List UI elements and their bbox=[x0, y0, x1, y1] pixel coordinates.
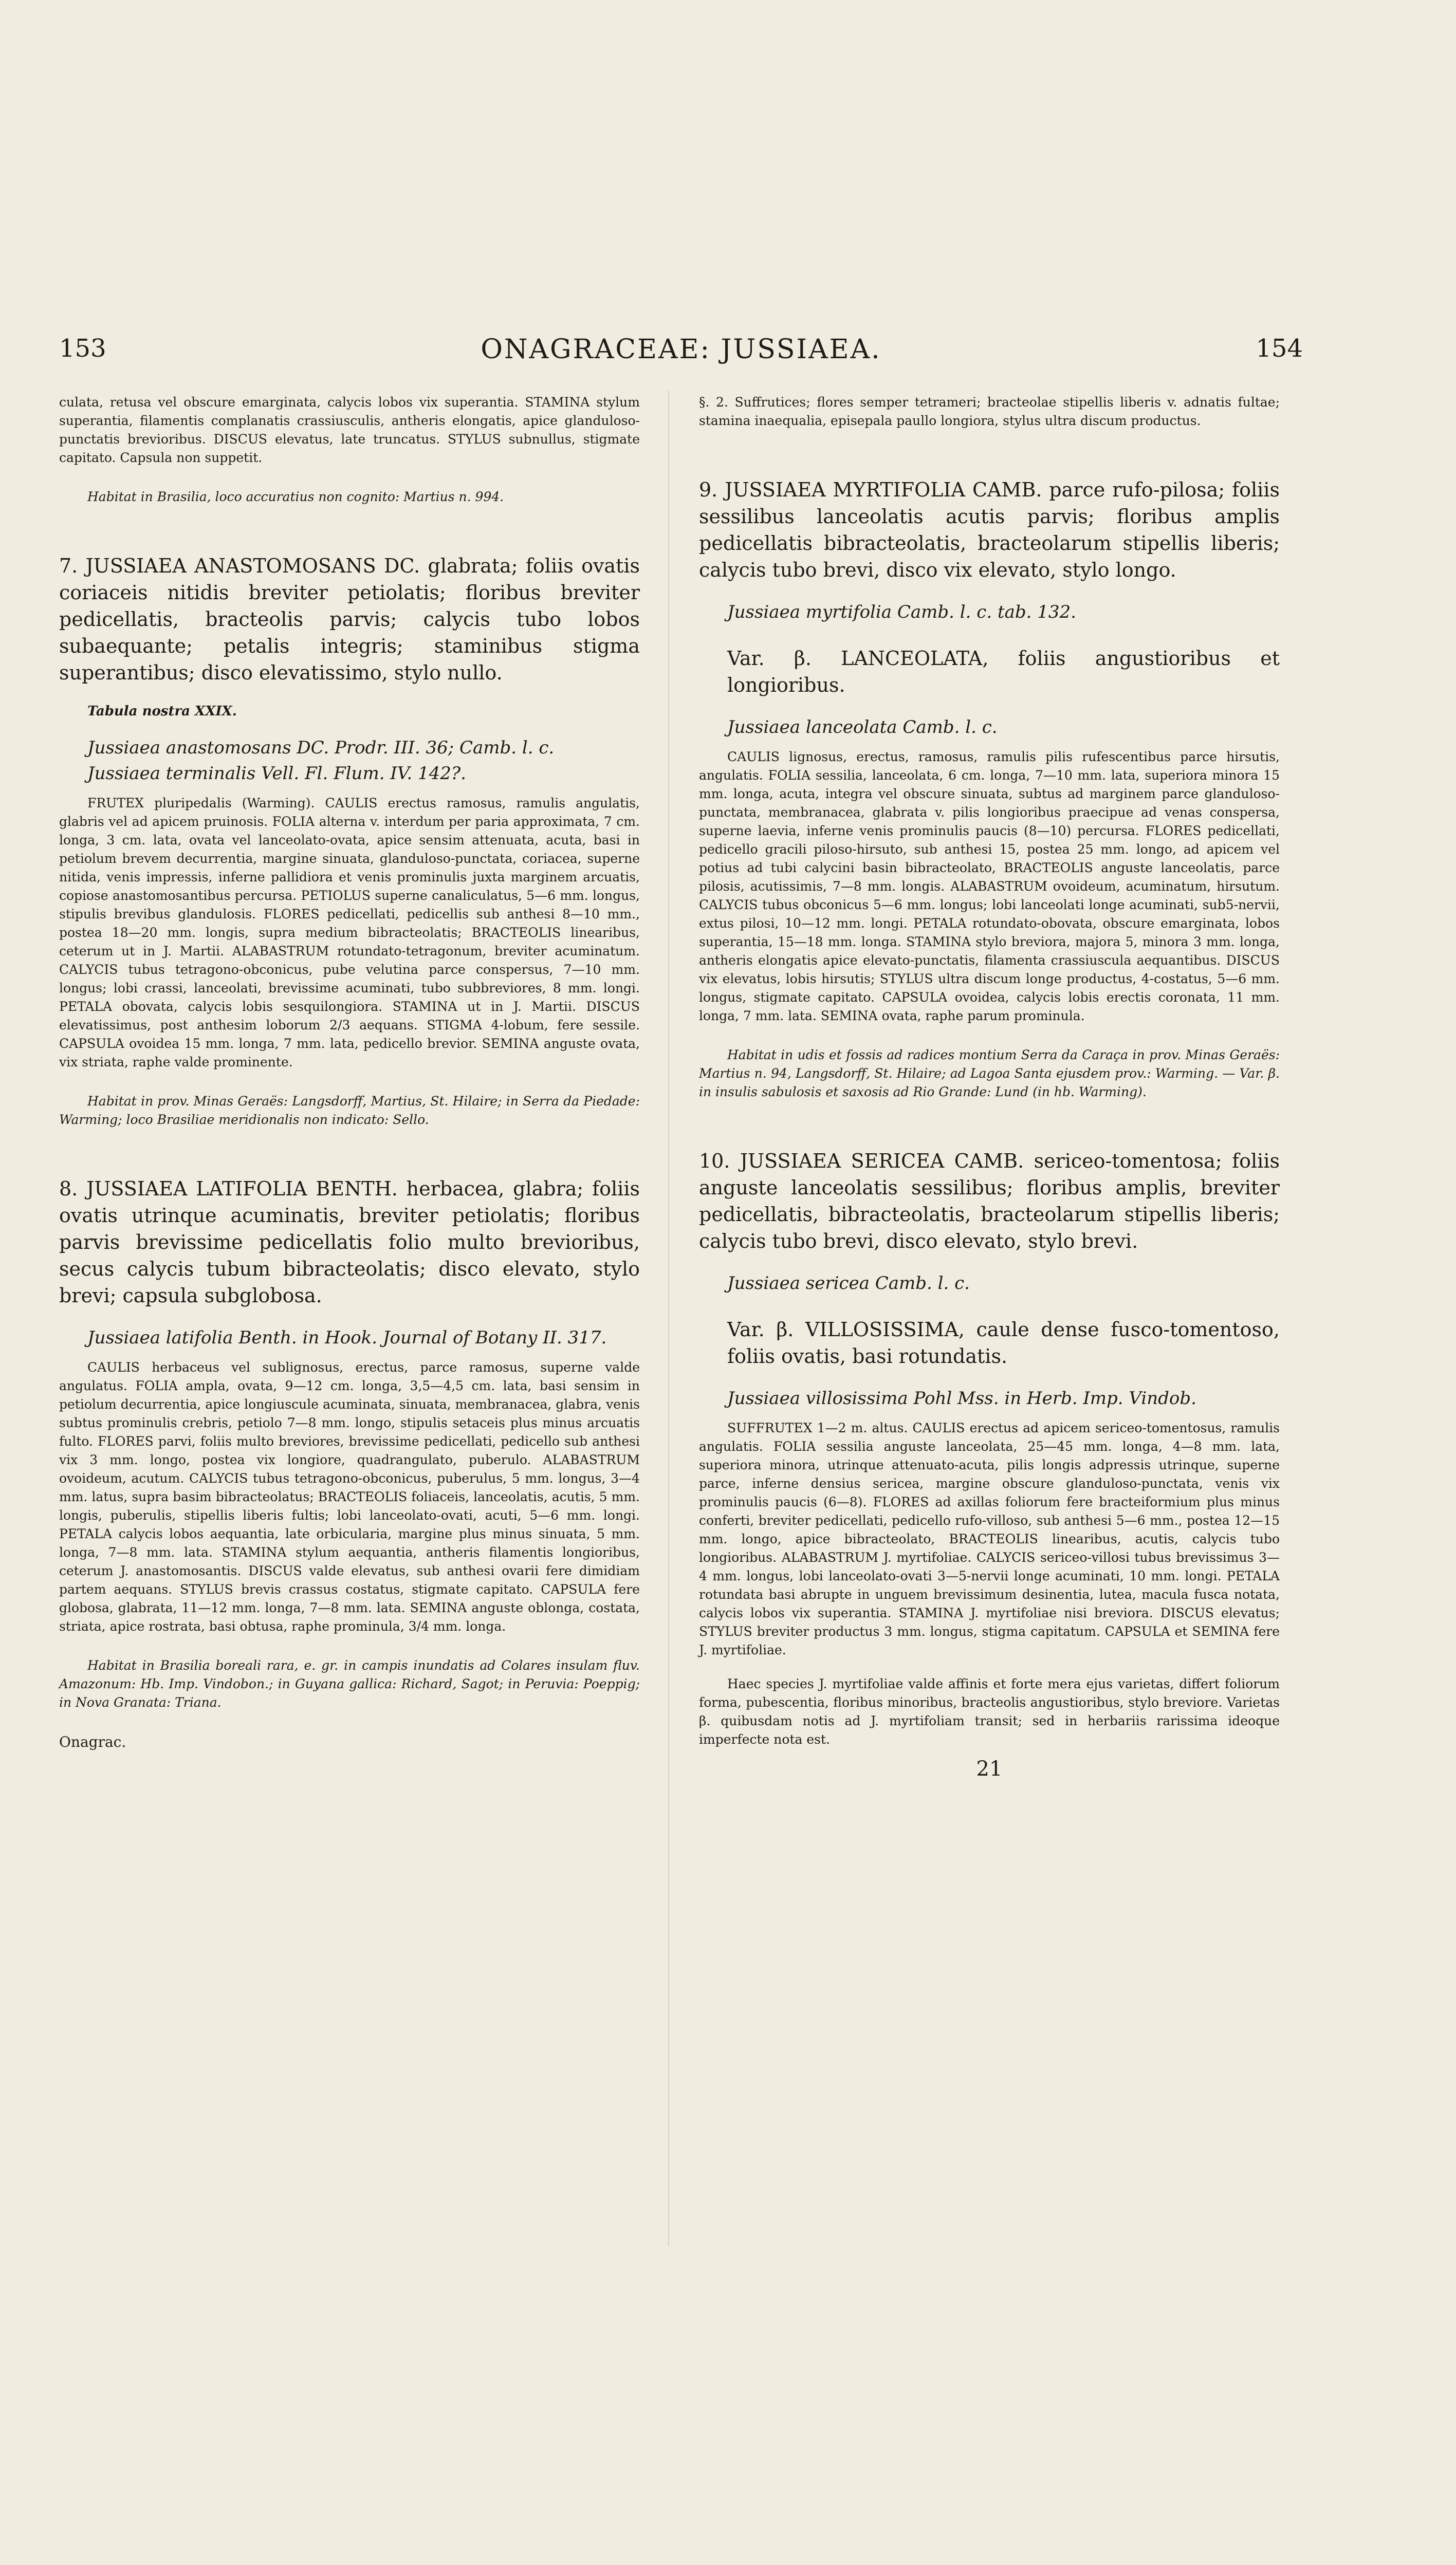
species-9-variety: Var. β. LANCEOLATA, foliis angustioribus et longioribus. bbox=[727, 647, 1280, 696]
species-10-variety: Var. β. VILLOSISSIMA, caule dense fusco-tomentoso, foliis ovatis, basi rotundatis. bbox=[727, 1318, 1280, 1368]
page-number-right: 154 bbox=[1256, 334, 1303, 363]
signature-number: 21 bbox=[976, 1757, 1003, 1781]
species-7-habitat: Habitat in prov. Minas Geraës: Langsdorff, Martius, St. Hilaire; in Serra da Piedade: Warming; loco Brasiliae meridionalis non indicato: Sello. bbox=[59, 1094, 640, 1127]
column-divider bbox=[668, 391, 669, 2246]
species-7-diagnosis: 7. JUSSIAEA ANASTOMOSANS DC. glabrata; foliis ovatis coriaceis nitidis breviter petiolatis; floribus breviter pedicellatis, bracteolis parvis; calycis tubo lobos subaequante; petalis integris; staminibus stigma superantibus; disco elevatissimo, stylo nullo. bbox=[59, 555, 640, 684]
species-9-synonym-2: Jussiaea lanceolata Camb. l. c. bbox=[727, 717, 998, 737]
species-7-description: FRUTEX pluripedalis (Warming). CAULIS erectus ramosus, ramulis angulatis, glabris vel ad apicem pruinosis. FOLIA alterna v. interdum per paria approximata, 7 cm. longa, 3 cm. lata, ovata vel lanceolato-ovata, apice sensim attenuata, acuta, basi in petiolum brevem decurrentia, margine sinuata, glanduloso-punctata, coriacea, superne nitida, venis impressis, inferne pallidiora et venis prominulis juxta marginem arcuatis, copiose anastomosantibus percursa. PETIOLUS superne canaliculatus, 5—6 mm. longus, stipulis brevibus glandulosis. FLORES pedicellati, pedicellis sub anthesi 8—10 mm., postea 18—20 mm. longis, supra medium bibracteolatis; BRACTEOLIS linearibus, ceterum ut in J. Martii. ALABASTRUM rotundato-tetragonum, breviter acuminatum. CALYCIS tubus tetragono-obconicus, pube velutina parce conspersus, 7—10 mm. longus; lobi crassi, lanceolati, brevissime acuminati, tubo subbreviores, 8 mm. longi. PETALA obovata, calycis lobis sesquilongiora. STAMINA ut in J. Martii. DISCUS elevatissimus, post anthesim loborum 2/3 aequans. STIGMA 4-lobum, fere sessile. CAPSULA ovoidea 15 mm. longa, 7 mm. lata, pedicello brevior. SEMINA anguste ovata, vix striata, raphe valde prominente. bbox=[59, 796, 640, 1069]
habitat-note: Habitat in Brasilia, loco accuratius non cognito: Martius n. 994. bbox=[87, 489, 504, 504]
species-8-diagnosis: 8. JUSSIAEA LATIFOLIA BENTH. herbacea, glabra; foliis ovatis utrinque acuminatis, breviter petiolatis; floribus parvis brevissime pedicellatis folio multo brevioribus, secus calycis tubum bibracteolatis; disco elevato, stylo brevi; capsula subglobosa. bbox=[59, 1177, 640, 1307]
signature-mark-left: Onagrac. bbox=[59, 1733, 126, 1750]
species-9-synonym-1: Jussiaea myrtifolia Camb. l. c. tab. 132. bbox=[727, 602, 1076, 622]
left-column bbox=[59, 393, 640, 1750]
species-10-description: SUFFRUTEX 1—2 m. altus. CAULIS erectus ad apicem sericeo-tomentosus, ramulis angulatis. FOLIA sessilia anguste lanceolata, 25—45 mm. longa, 4—8 mm. lata, superiora minora, utrinque attenuato-acuta, pilis longis adpressis utrinque, superne parce, inferne densius sericea, margine obscure glanduloso-punctata, venis vix prominulis paucis (6—8). FLORES ad axillas foliorum fere bracteiformium plus minus conferti, breviter pedicellati, pedicello rufo-villoso, sub anthesi 5—6 mm., postea 12—15 mm. longo, apice bibracteolato, BRACTEOLIS linearibus, acutis, calycis tubo longioribus. ALABASTRUM J. myrtifoliae. CALYCIS sericeo-villosi tubus brevissimus 3—4 mm. longus, lobi lanceolato-ovati 3—5-nervii longe acuminati, 10 mm. longi. PETALA rotundata basi abrupte in unguem brevissimum desinentia, lutea, macula fusca notata, calycis lobos vix superantia. STAMINA J. myrtifoliae nisi breviora. DISCUS elevatus; STYLUS breviter productus 3 mm. longus, stigma capitatum. CAPSULA et SEMINA fere J. myrtifoliae. bbox=[699, 1420, 1280, 1657]
species-9-habitat: Habitat in udis et fossis ad radices montium Serra da Caraça in prov. Minas Geraës: Martius n. 94, Langsdorff, St. Hilaire; ad Lagoa Santa ejusdem prov.: Warming. — Var. β. in insulis sabulosis et saxosis ad Rio Grande: Lund (in hb. Warming). bbox=[699, 1047, 1280, 1099]
species-10-synonym-1: Jussiaea sericea Camb. l. c. bbox=[727, 1273, 970, 1294]
species-7-synonym-2: Jussiaea terminalis Vell. Fl. Flum. IV. 142?. bbox=[87, 763, 466, 784]
species-10-synonym-2: Jussiaea villosissima Pohl Mss. in Herb. Imp. Vindob. bbox=[727, 1388, 1196, 1409]
species-7-plate: Tabula nostra XXIX. bbox=[87, 704, 237, 719]
page-header bbox=[59, 334, 1303, 380]
continued-description: culata, retusa vel obscure emarginata, calycis lobos vix superantia. STAMINA stylum superantia, filamentis complanatis crassiusculis, antheris elongatis, apice glanduloso-punctatis brevioribus. DISCUS elevatus, late truncatus. STYLUS subnullus, stigmate capitato. Capsula non suppetit. bbox=[59, 395, 640, 465]
species-8-description: CAULIS herbaceus vel sublignosus, erectus, parce ramosus, superne valde angulatus. FOLIA ampla, ovata, 9—12 cm. longa, 3,5—4,5 cm. lata, basi sensim in petiolum decurrentia, apice longiuscule acuminata, sinuata, membranacea, glabra, venis subtus prominulis crebris, petiolo 7—8 mm. longo, stipulis setaceis plus minus arcuatis fulto. FLORES parvi, foliis multo breviores, brevissime pedicellati, pedicello sub anthesi vix 3 mm. longo, postea vix longiore, quadrangulato, puberulo. ALABASTRUM ovoideum, acutum. CALYCIS tubus tetragono-obconicus, puberulus, 5 mm. longus, 3—4 mm. latus, supra basim bibracteolatus; BRACTEOLIS foliaceis, lanceolatis, acutis, 5 mm. longis, puberulis, stipellis liberis fultis; lobi lanceolato-ovati, acuti, 5—6 mm. longi. PETALA calycis lobos aequantia, late orbicularia, margine plus minus sinuata, 5 mm. longa, 7—8 mm. lata. STAMINA stylum aequantia, antheris filamentis longioribus, ceterum J. anastomosantis. DISCUS valde elevatus, sub anthesi ovarii fere dimidiam partem aequans. STYLUS brevis crassus costatus, stigmate capitato. CAPSULA fere globosa, glabrata, 11—12 mm. longa, 7—8 mm. lata. SEMINA anguste oblonga, costata, striata, apice rostrata, basi obtusa, raphe prominula, 3/4 mm. longa. bbox=[59, 1360, 640, 1634]
running-title: ONAGRACEAE: JUSSIAEA. bbox=[481, 334, 881, 365]
species-8-habitat: Habitat in Brasilia boreali rara, e. gr. in campis inundatis ad Colares insulam fluv. Amazonum: Hb. Imp. Vindobon.; in Guyana gallica: Richard, Sagot; in Peruvia: Poeppig; in Nova Granata: Triana. bbox=[59, 1658, 640, 1710]
species-8-synonym: Jussiaea latifolia Benth. in Hook. Journal of Botany II. 317. bbox=[87, 1327, 607, 1348]
right-column bbox=[699, 393, 1280, 1781]
species-9-description: CAULIS lignosus, erectus, ramosus, ramulis pilis rufescentibus parce hirsutis, angulatis. FOLIA sessilia, lanceolata, 6 cm. longa, 7—10 mm. lata, superiora minora 15 mm. longa, acuta, integra vel obscure sinuata, subtus ad marginem parce glanduloso-punctata, membranacea, glabrata v. pilis longioribus praecipue ad venas conspersa, superne laevia, inferne venis prominulis paucis (8—10) percursa. FLORES pedicellati, pedicello gracili piloso-hirsuto, sub anthesi 15, postea 25 mm. longo, ad apicem vel potius ad tubi calycini basin bibracteolato, BRACTEOLIS anguste lanceolatis, parce pilosis, acutissimis, 7—8 mm. longis. ALABASTRUM ovoideum, acuminatum, hirsutum. CALYCIS tubus obconicus 5—6 mm. longus; lobi lanceolati longe acuminati, sub5-nervii, extus pilosi, 10—12 mm. longi. PETALA rotundato-obovata, obscure emarginata, lobos superantia, 15—18 mm. longa. STAMINA stylo breviora, majora 5, minora 3 mm. longa, antheris elongatis apice elevato-punctatis, filamenta crassiuscula aequantibus. DISCUS vix elevatus, lobis hirsutis; STYLUS ultra discum longe productus, 4-costatus, 5—6 mm. longus, stigmate capitato. CAPSULA ovoidea, calycis lobis erectis coronata, 11 mm. longa, 7 mm. lata. SEMINA ovata, raphe parum prominula. bbox=[699, 749, 1280, 1023]
page-number-left: 153 bbox=[59, 334, 106, 363]
species-9-diagnosis: 9. JUSSIAEA MYRTIFOLIA CAMB. parce rufo-pilosa; foliis sessilibus lanceolatis acutis parvis; floribus amplis pedicellatis bibracteolatis, bracteolarum stipellis liberis; calycis tubo brevi, disco vix elevato, stylo longo. bbox=[699, 478, 1280, 581]
species-10-diagnosis: 10. JUSSIAEA SERICEA CAMB. sericeo-tomentosa; foliis anguste lanceolatis sessilibus; floribus amplis, breviter pedicellatis, bibracteolatis, bracteolarum stipellis liberis; calycis tubo brevi, disco elevato, stylo brevi. bbox=[699, 1150, 1280, 1252]
species-7-synonym-1: Jussiaea anastomosans DC. Prodr. III. 36; Camb. l. c. bbox=[87, 737, 555, 758]
species-10-note: Haec species J. myrtifoliae valde affinis et forte mera ejus varietas, differt foliorum forma, pubescentia, floribus minoribus, bracteolis angustioribus, stylo breviore. Varietas β. quibusdam notis ad J. myrtifoliam transit; sed in herbariis rarissima ideoque imperfecte nota est. bbox=[699, 1676, 1280, 1747]
section-2-header: §. 2. Suffrutices; flores semper tetrameri; bracteolae stipellis liberis v. adnatis fultae; stamina inaequalia, episepala paullo longiora, stylus ultra discum productus. bbox=[699, 395, 1280, 428]
